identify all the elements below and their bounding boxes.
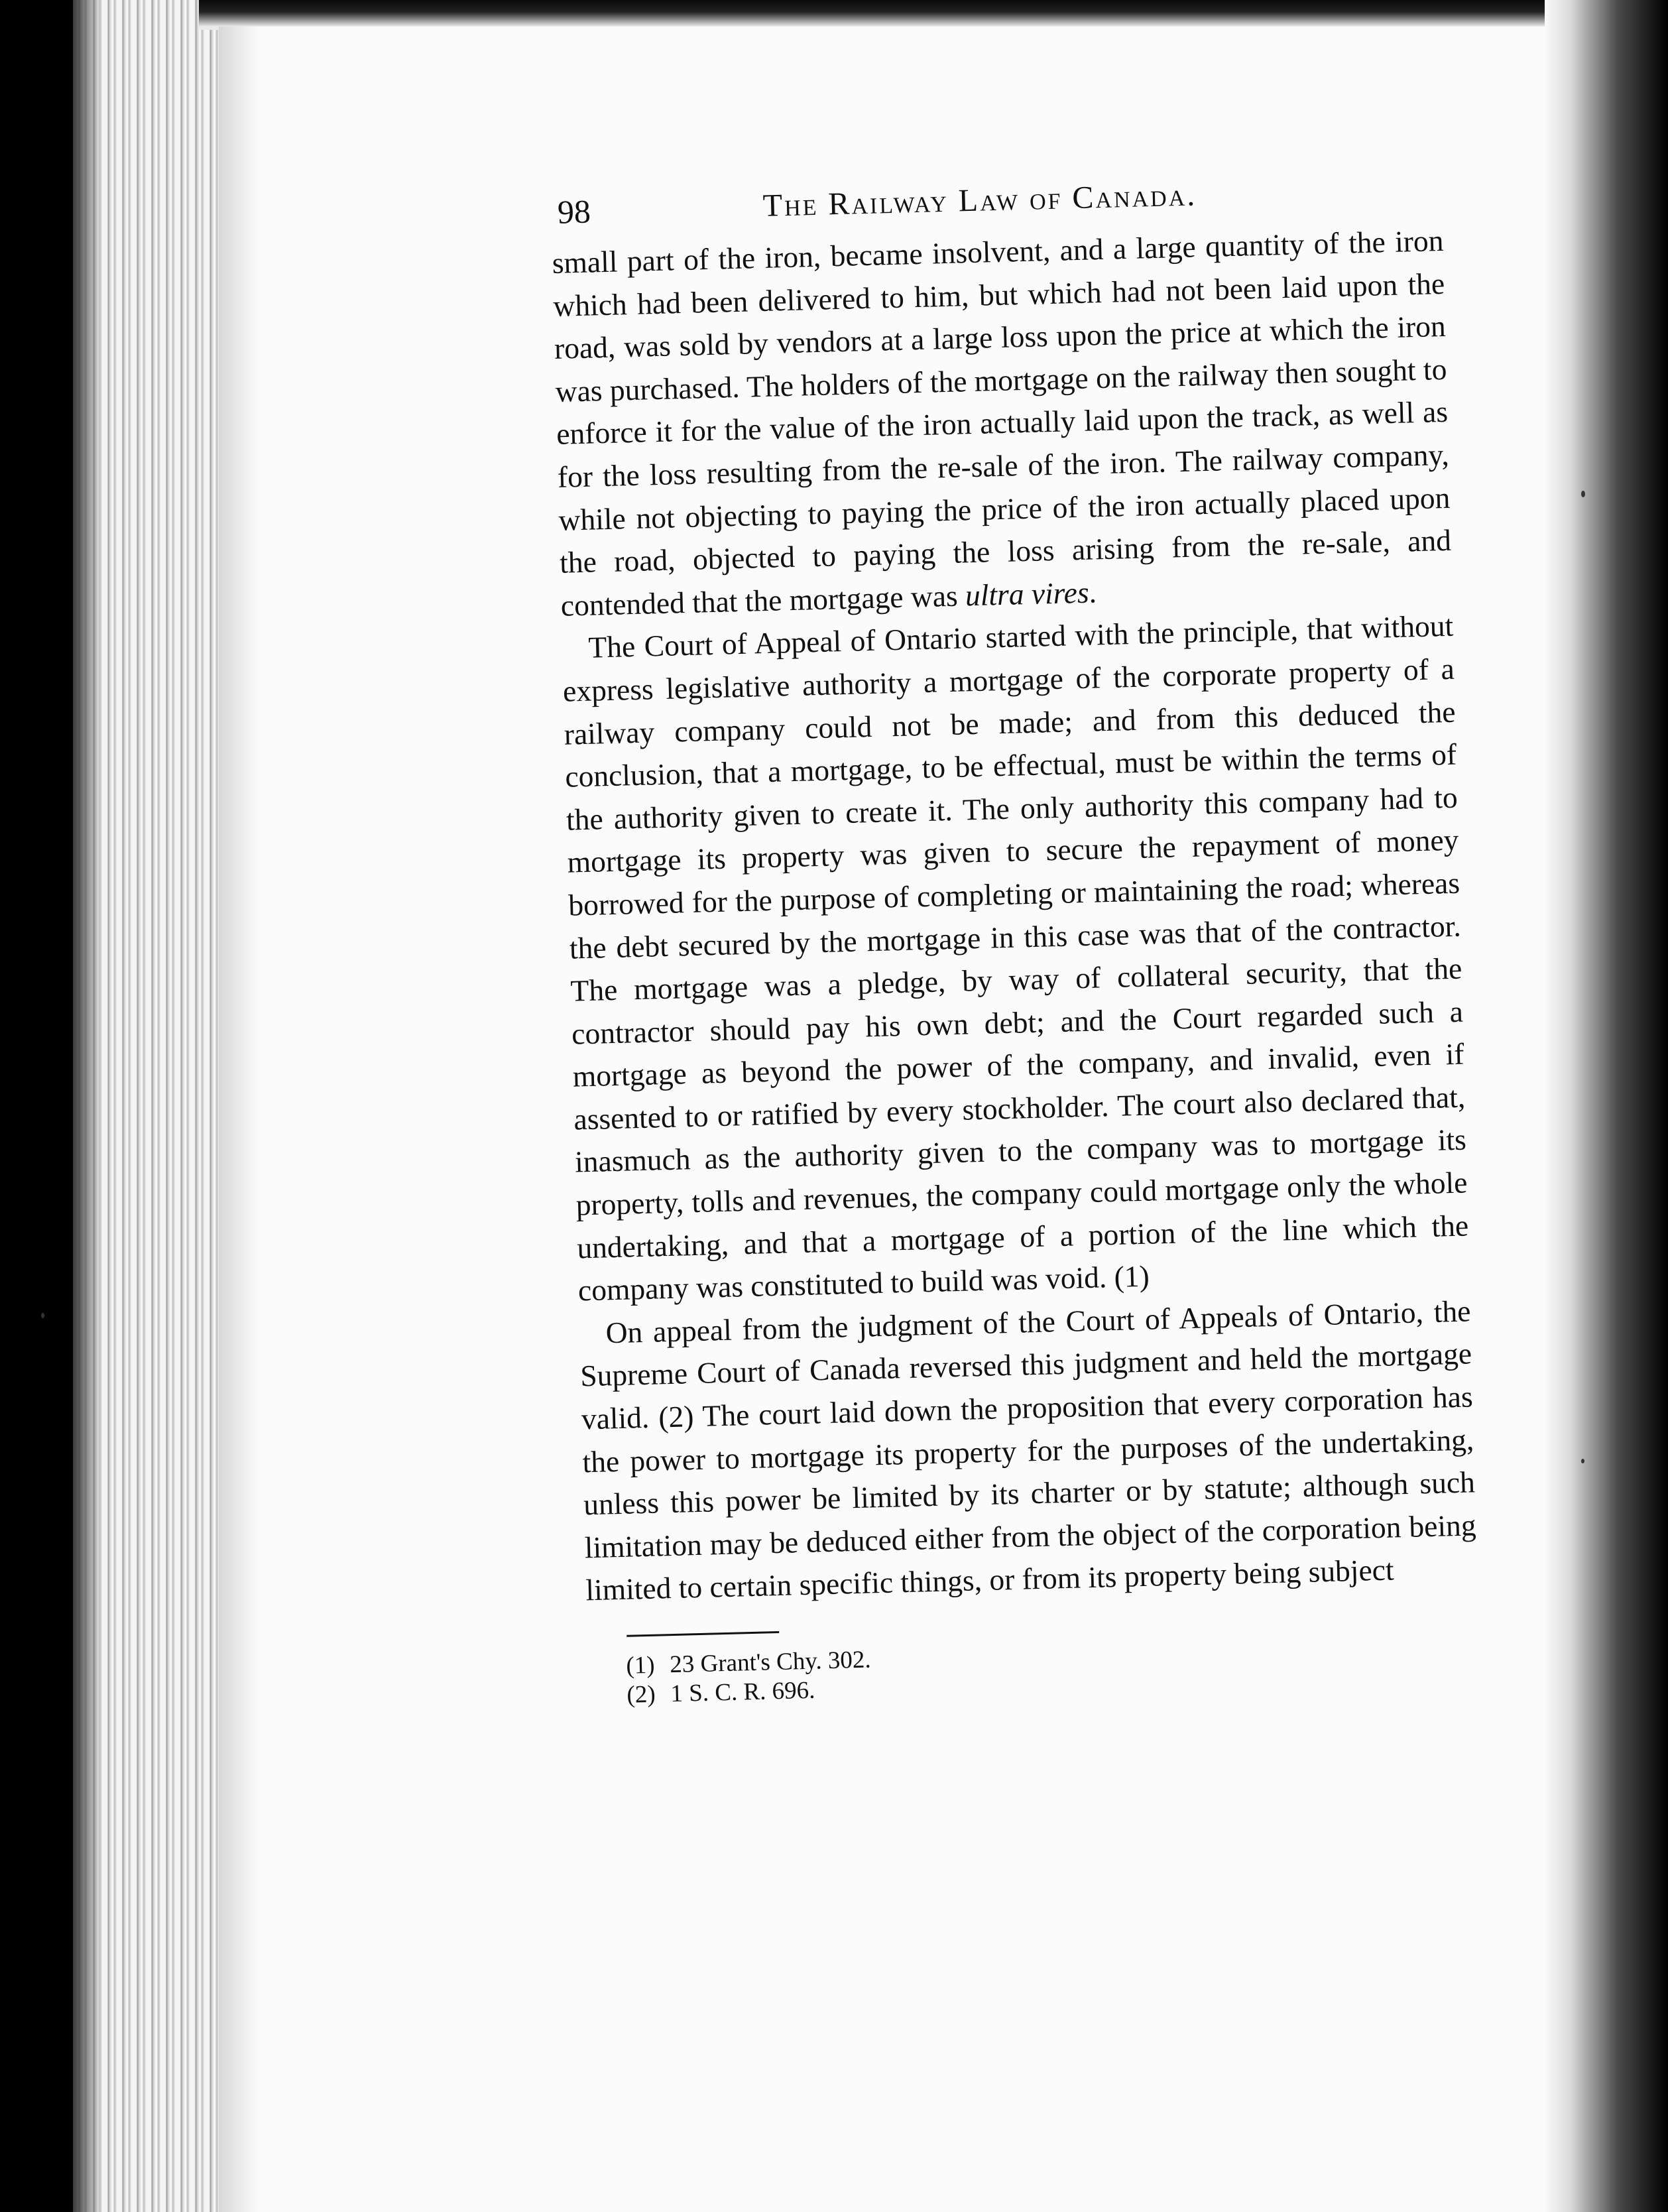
footnote-rule	[626, 1631, 779, 1637]
running-title: The Railway Law of Canada.	[762, 177, 1197, 223]
footnote-1-mark: (1)	[625, 1651, 656, 1680]
page-gutter-shade	[219, 27, 259, 2212]
binding-shadow	[73, 0, 99, 2212]
scan-speck	[1581, 1459, 1584, 1463]
ultra-vires-italic: ultra vires	[965, 575, 1090, 613]
paragraph-1-text: small part of the iron, became insolvent, and a large quantity of the iron which had been delivered to him, but which had not been laid upon the road, was sold by vendors at a large loss upon the price at which the iron was purchased. The holders of the mortgage on the railway then sought to enforce it for the value of the iron actually laid upon the track, as well as for the loss resulting from the re-sale of the iron. The railway company, while not objecting to paying the price of the iron actually placed upon the road, objected to paying the loss arising from the re-sale, and contended that the mortgage was	[552, 223, 1452, 623]
scan-speck	[1581, 491, 1585, 497]
paragraph-3: On appeal from the judgment of the Court of Appeals of Ontario, the Supreme Court of Canada reversed this judgment and held the mortgage valid. (2) The court laid down the proposition that every corporation has the power to mortgage its property for the purposes of the undertaking, unless this power be limited by its charter or by statute; although such limitation may be deduced either from the object of the corporation being limited to certain specific things, or from its property being subject	[579, 1294, 1477, 1607]
paragraph-2: The Court of Appeal of Ontario started with the principle, that without express legislative authority a mortgage of the corporate property of a railway company could not be made; and from this deduced the conclusion, that a mortgage, to be effectual, must be within the terms of the authority given to create it. The only authority this company had to mortgage its property was given to secure the repayment of money borrowed for the purpose of completing or maintaining the road; whereas the debt secured by the mortgage in this case was that of the contractor. The mortgage was a pledge, by way of collateral security, that the contractor should pay his own debt; and the Court regarded such a mortgage as beyond the power of the company, and invalid, even if assented to or ratified by every stockholder. The court also declared that, inasmuch as the authority given to the company was to mortgage its property, tolls and revenues, the company could mortgage only the whole undertaking, and that a mortgage of a portion of the line which the company was constituted to build was void. (1)	[562, 609, 1469, 1308]
footnote-1-text: 23 Grant's Chy. 302.	[669, 1646, 872, 1679]
scan-speck	[41, 1313, 44, 1318]
top-edge	[199, 0, 1565, 30]
paragraph-1-end: .	[1088, 575, 1097, 609]
right-page-edge	[1545, 0, 1668, 2212]
paragraph-1	[552, 219, 1453, 627]
printed-text-block	[550, 166, 1480, 1711]
page-number: 98	[557, 192, 591, 231]
footnote-2-mark: (2)	[626, 1680, 656, 1709]
footnote-2-text: 1 S. C. R. 696.	[670, 1676, 815, 1708]
